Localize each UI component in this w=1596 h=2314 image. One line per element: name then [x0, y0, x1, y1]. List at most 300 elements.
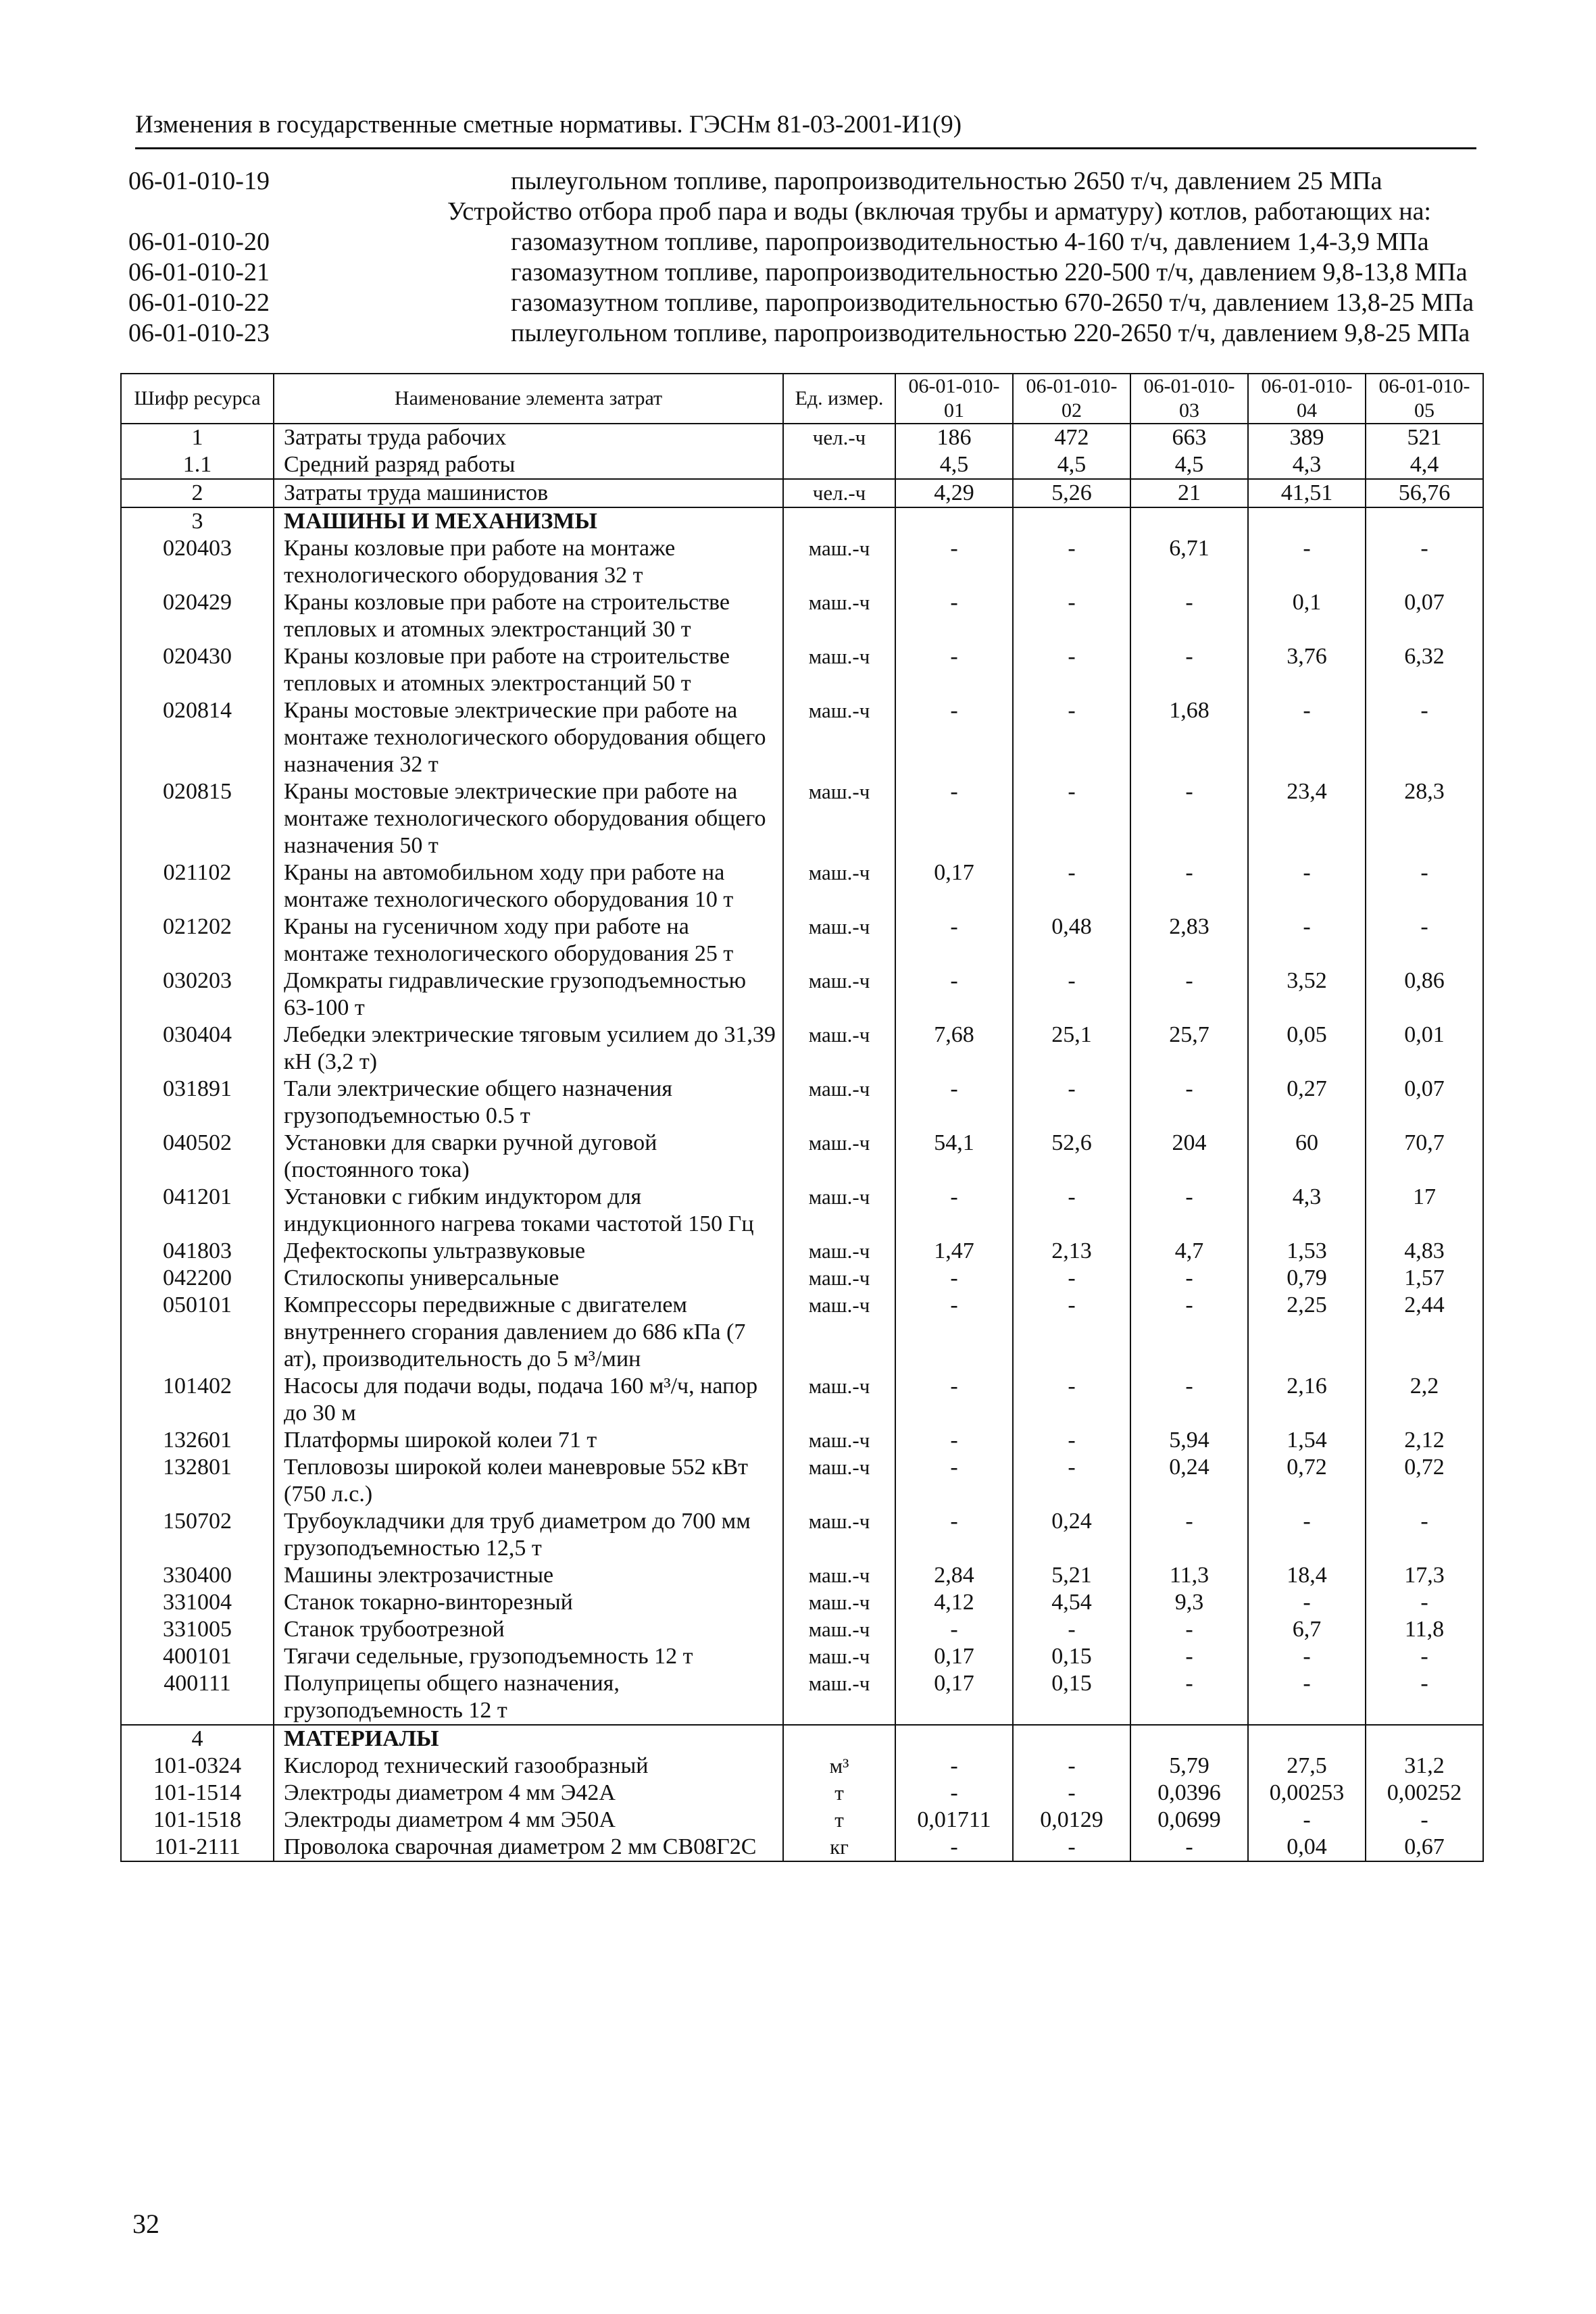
table-row	[121, 1780, 1483, 1807]
norm-value: -	[895, 1265, 1013, 1292]
norm-value: -	[1013, 535, 1130, 589]
norm-value: 31,2	[1366, 1753, 1483, 1780]
resource-cipher: 330400	[121, 1562, 274, 1589]
norm-value: 2,44	[1366, 1292, 1483, 1373]
resource-unit: чел.-ч	[783, 479, 895, 507]
resource-name: Краны мостовые электрические при работе на монтаже технологического оборудования общего назначения 50 т	[274, 778, 783, 859]
col-header-norm: 06-01-010-03	[1130, 374, 1248, 424]
norm-value	[1248, 1725, 1366, 1753]
resource-name: Установки с гибким индуктором для индукционного нагрева токами частотой 150 Гц	[274, 1184, 783, 1238]
resource-unit: т	[783, 1807, 895, 1834]
norm-value	[1130, 507, 1248, 535]
col-header-cipher: Шифр ресурса	[121, 374, 274, 424]
table-row	[121, 1643, 1483, 1670]
norm-value: 25,1	[1013, 1022, 1130, 1076]
table-row	[121, 1508, 1483, 1562]
norm-value: -	[1366, 1508, 1483, 1562]
resource-name: Станок токарно-винторезный	[274, 1589, 783, 1616]
table-row	[121, 1238, 1483, 1265]
norm-value: 5,21	[1013, 1562, 1130, 1589]
norm-value: -	[1130, 1373, 1248, 1427]
resource-cipher: 021202	[121, 913, 274, 967]
norm-value: 0,01711	[895, 1807, 1013, 1834]
header-title: Изменения в государственные сметные нормативы. ГЭСНм 81-03-2001-И1(9)	[135, 111, 962, 139]
norm-value: -	[1366, 859, 1483, 913]
resource-cipher: 030203	[121, 967, 274, 1022]
resource-unit: т	[783, 1780, 895, 1807]
resource-unit: маш.-ч	[783, 1265, 895, 1292]
norm-value: -	[1366, 1589, 1483, 1616]
norm-value: -	[1130, 1184, 1248, 1238]
resource-name: Домкраты гидравлические грузоподъемностью 63-100 т	[274, 967, 783, 1022]
table-row	[121, 1022, 1483, 1076]
norm-value: 6,71	[1130, 535, 1248, 589]
code-row	[128, 288, 1480, 318]
code-row	[128, 227, 1480, 257]
norm-value: -	[895, 913, 1013, 967]
resource-name: Стилоскопы универсальные	[274, 1265, 783, 1292]
norm-value: -	[1366, 697, 1483, 778]
resource-name: Краны на автомобильном ходу при работе на монтаже технологического оборудования 10 т	[274, 859, 783, 913]
norm-value: 0,0129	[1013, 1807, 1130, 1834]
code-row	[128, 166, 1480, 197]
resource-unit: маш.-ч	[783, 535, 895, 589]
norm-value: 0,05	[1248, 1022, 1366, 1076]
resource-unit: м³	[783, 1753, 895, 1780]
norm-value: 0,72	[1366, 1454, 1483, 1508]
resource-cipher: 150702	[121, 1508, 274, 1562]
resource-unit: маш.-ч	[783, 1373, 895, 1427]
code: 06-01-010-21	[128, 258, 270, 286]
code-list	[128, 166, 1480, 349]
resource-unit: маш.-ч	[783, 1454, 895, 1508]
norm-value: -	[895, 1184, 1013, 1238]
norm-value: 21	[1130, 479, 1248, 507]
resource-cipher: 042200	[121, 1265, 274, 1292]
norm-value: 4,5	[895, 451, 1013, 479]
col-header-name: Наименование элемента затрат	[274, 374, 783, 424]
norm-value: -	[895, 1373, 1013, 1427]
resource-cipher: 050101	[121, 1292, 274, 1373]
norm-value: -	[1013, 859, 1130, 913]
norm-value: -	[1366, 1643, 1483, 1670]
resource-name: Краны козловые при работе на строительстве тепловых и атомных электростанций 30 т	[274, 589, 783, 643]
resource-name: Тепловозы широкой колеи маневровые 552 кВт (750 л.с.)	[274, 1454, 783, 1508]
resource-cipher: 331004	[121, 1589, 274, 1616]
resource-cipher: 101-1514	[121, 1780, 274, 1807]
norm-value	[1013, 1725, 1130, 1753]
resource-name: Проволока сварочная диаметром 2 мм СВ08Г2С	[274, 1834, 783, 1861]
code: 06-01-010-19	[128, 167, 270, 195]
resource-unit: маш.-ч	[783, 1238, 895, 1265]
code-text: Устройство отбора проб пара и воды (включая трубы и арматуру) котлов, работающих на:	[447, 197, 1431, 226]
norm-value: 0,24	[1013, 1508, 1130, 1562]
norm-value: 0,07	[1366, 589, 1483, 643]
norm-value: 5,26	[1013, 479, 1130, 507]
norm-value: 389	[1248, 424, 1366, 451]
norm-value: -	[1248, 859, 1366, 913]
page-header	[135, 108, 1476, 149]
resource-unit: маш.-ч	[783, 697, 895, 778]
resource-unit: маш.-ч	[783, 1130, 895, 1184]
code: 06-01-010-20	[128, 228, 270, 256]
norm-value: -	[1248, 1643, 1366, 1670]
resource-name: Электроды диаметром 4 мм Э50А	[274, 1807, 783, 1834]
norm-value: 23,4	[1248, 778, 1366, 859]
norm-value: 54,1	[895, 1130, 1013, 1184]
resource-cipher: 031891	[121, 1076, 274, 1130]
norm-value: 2,2	[1366, 1373, 1483, 1427]
resource-unit: маш.-ч	[783, 589, 895, 643]
resource-unit: маш.-ч	[783, 1427, 895, 1454]
norm-value: -	[895, 1834, 1013, 1861]
table-row	[121, 1130, 1483, 1184]
resource-name: МАШИНЫ И МЕХАНИЗМЫ	[274, 507, 783, 535]
norm-value: -	[1013, 778, 1130, 859]
norm-value	[1366, 507, 1483, 535]
table-row	[121, 1292, 1483, 1373]
norm-value	[895, 507, 1013, 535]
norm-value: -	[1013, 1834, 1130, 1861]
norm-value: 56,76	[1366, 479, 1483, 507]
norm-value: 3,76	[1248, 643, 1366, 697]
norm-value: 17,3	[1366, 1562, 1483, 1589]
resource-name: Тали электрические общего назначения грузоподъемностью 0.5 т	[274, 1076, 783, 1130]
resource-unit: маш.-ч	[783, 1076, 895, 1130]
norm-value: 0,72	[1248, 1454, 1366, 1508]
norm-value: -	[895, 967, 1013, 1022]
resource-unit	[783, 1725, 895, 1753]
norm-value: -	[1248, 913, 1366, 967]
table-row	[121, 479, 1483, 507]
resource-unit: маш.-ч	[783, 1616, 895, 1643]
resource-cipher: 1.1	[121, 451, 274, 479]
norm-value: 4,5	[1013, 451, 1130, 479]
resource-name: Лебедки электрические тяговым усилием до 31,39 кН (3,2 т)	[274, 1022, 783, 1076]
code-text: газомазутном топливе, паропроизводительностью 4-160 т/ч, давлением 1,4-3,9 МПа	[511, 228, 1429, 256]
norm-value	[895, 1725, 1013, 1753]
norm-value: 6,7	[1248, 1616, 1366, 1643]
norm-value: 5,79	[1130, 1753, 1248, 1780]
table-row	[121, 1834, 1483, 1861]
norm-value: 4,83	[1366, 1238, 1483, 1265]
norm-value: -	[1366, 913, 1483, 967]
resource-cipher: 020403	[121, 535, 274, 589]
table-row	[121, 589, 1483, 643]
norm-value: 186	[895, 424, 1013, 451]
norm-value: 204	[1130, 1130, 1248, 1184]
table-row	[121, 1562, 1483, 1589]
norm-value: 25,7	[1130, 1022, 1248, 1076]
norm-value: 9,3	[1130, 1589, 1248, 1616]
resource-unit: маш.-ч	[783, 913, 895, 967]
norm-value: -	[1013, 1753, 1130, 1780]
norm-value: -	[1130, 1670, 1248, 1725]
resource-unit	[783, 507, 895, 535]
norm-value: 17	[1366, 1184, 1483, 1238]
table-row	[121, 1807, 1483, 1834]
norm-value: 521	[1366, 424, 1483, 451]
norm-value: -	[1366, 1670, 1483, 1725]
resource-unit: маш.-ч	[783, 1670, 895, 1725]
code-row	[128, 257, 1480, 288]
norm-value: 27,5	[1248, 1753, 1366, 1780]
norm-value: -	[895, 1454, 1013, 1508]
norm-value: -	[1013, 1265, 1130, 1292]
resource-unit: маш.-ч	[783, 1184, 895, 1238]
norm-value: 7,68	[895, 1022, 1013, 1076]
norm-value: -	[1248, 697, 1366, 778]
resource-name: Трубоукладчики для труб диаметром до 700 мм грузоподъемностью 12,5 т	[274, 1508, 783, 1562]
norm-value: -	[1366, 1807, 1483, 1834]
table-row	[121, 451, 1483, 479]
norm-value: -	[1130, 1076, 1248, 1130]
norm-value: 4,7	[1130, 1238, 1248, 1265]
resource-unit: маш.-ч	[783, 1562, 895, 1589]
table-row	[121, 1265, 1483, 1292]
resource-name: Электроды диаметром 4 мм Э42А	[274, 1780, 783, 1807]
resource-unit: маш.-ч	[783, 778, 895, 859]
table-row	[121, 1373, 1483, 1427]
resource-name: МАТЕРИАЛЫ	[274, 1725, 783, 1753]
norm-value: -	[1130, 1508, 1248, 1562]
norm-value	[1366, 1725, 1483, 1753]
norm-value: 18,4	[1248, 1562, 1366, 1589]
resource-name: Затраты труда машинистов	[274, 479, 783, 507]
norm-value: -	[1013, 1292, 1130, 1373]
norm-value: 0,0699	[1130, 1807, 1248, 1834]
resource-name: Тягачи седельные, грузоподъемность 12 т	[274, 1643, 783, 1670]
norm-value: -	[1013, 1076, 1130, 1130]
resource-cipher: 020430	[121, 643, 274, 697]
norm-value: -	[895, 1292, 1013, 1373]
norm-value: -	[1130, 643, 1248, 697]
norm-value: 2,12	[1366, 1427, 1483, 1454]
norm-value: -	[1130, 1292, 1248, 1373]
code-text: пылеугольном топливе, паропроизводительностью 220-2650 т/ч, давлением 9,8-25 МПа	[511, 319, 1470, 347]
norm-value: -	[1130, 967, 1248, 1022]
resource-cipher: 030404	[121, 1022, 274, 1076]
norm-value: 5,94	[1130, 1427, 1248, 1454]
resource-table	[120, 373, 1484, 1862]
col-header-norm: 06-01-010-01	[895, 374, 1013, 424]
norm-value: 0,17	[895, 1643, 1013, 1670]
norm-value: -	[1013, 697, 1130, 778]
resource-cipher: 132601	[121, 1427, 274, 1454]
table-row	[121, 1184, 1483, 1238]
resource-name: Кислород технический газообразный	[274, 1753, 783, 1780]
resource-name: Затраты труда рабочих	[274, 424, 783, 451]
norm-value: 4,3	[1248, 451, 1366, 479]
norm-value: 2,25	[1248, 1292, 1366, 1373]
resource-cipher: 101402	[121, 1373, 274, 1427]
norm-value: -	[1130, 589, 1248, 643]
norm-value: -	[895, 1780, 1013, 1807]
code-text: газомазутном топливе, паропроизводительностью 220-500 т/ч, давлением 9,8-13,8 МПа	[511, 258, 1468, 286]
table-row	[121, 778, 1483, 859]
resource-name: Краны козловые при работе на строительстве тепловых и атомных электростанций 50 т	[274, 643, 783, 697]
resource-unit: маш.-ч	[783, 1022, 895, 1076]
resource-unit: маш.-ч	[783, 643, 895, 697]
table-row	[121, 1076, 1483, 1130]
resource-cipher: 020814	[121, 697, 274, 778]
norm-value: 663	[1130, 424, 1248, 451]
norm-value: 3,52	[1248, 967, 1366, 1022]
norm-value: 2,84	[895, 1562, 1013, 1589]
resource-cipher: 2	[121, 479, 274, 507]
norm-value: -	[1013, 967, 1130, 1022]
table-row	[121, 1616, 1483, 1643]
norm-value: 0,00253	[1248, 1780, 1366, 1807]
resource-name: Компрессоры передвижные с двигателем внутреннего сгорания давлением до 686 кПа (7 ат), производительность до 5 м³/мин	[274, 1292, 783, 1373]
resource-name: Станок трубоотрезной	[274, 1616, 783, 1643]
norm-value: 0,15	[1013, 1643, 1130, 1670]
norm-value: 4,3	[1248, 1184, 1366, 1238]
norm-value: -	[1013, 1373, 1130, 1427]
table-row	[121, 535, 1483, 589]
col-header-unit: Ед. измер.	[783, 374, 895, 424]
norm-value: -	[895, 1427, 1013, 1454]
norm-value: 0,17	[895, 859, 1013, 913]
norm-value: -	[1130, 859, 1248, 913]
resource-cipher: 101-1518	[121, 1807, 274, 1834]
norm-value: 0,15	[1013, 1670, 1130, 1725]
norm-value: 41,51	[1248, 479, 1366, 507]
code-row	[128, 318, 1480, 349]
norm-value: 11,3	[1130, 1562, 1248, 1589]
norm-value: 0,48	[1013, 913, 1130, 967]
norm-value: 0,79	[1248, 1265, 1366, 1292]
resource-unit	[783, 451, 895, 479]
section-row	[121, 507, 1483, 535]
norm-value: 11,8	[1366, 1616, 1483, 1643]
norm-value: 0,17	[895, 1670, 1013, 1725]
resource-name: Краны козловые при работе на монтаже технологического оборудования 32 т	[274, 535, 783, 589]
norm-value: -	[1248, 1508, 1366, 1562]
norm-value: -	[895, 535, 1013, 589]
norm-value: 4,12	[895, 1589, 1013, 1616]
norm-value: -	[1013, 643, 1130, 697]
norm-value: 0,07	[1366, 1076, 1483, 1130]
resource-name: Краны мостовые электрические при работе на монтаже технологического оборудования общего назначения 32 т	[274, 697, 783, 778]
resource-name: Дефектоскопы ультразвуковые	[274, 1238, 783, 1265]
code-group-heading	[128, 197, 1480, 227]
resource-cipher: 101-2111	[121, 1834, 274, 1861]
norm-value: -	[895, 643, 1013, 697]
norm-value: 2,83	[1130, 913, 1248, 967]
norm-value: -	[1013, 1616, 1130, 1643]
table-row	[121, 1589, 1483, 1616]
norm-value: 472	[1013, 424, 1130, 451]
norm-value: -	[1013, 1427, 1130, 1454]
table-row	[121, 424, 1483, 451]
resource-cipher: 041803	[121, 1238, 274, 1265]
norm-value: 52,6	[1013, 1130, 1130, 1184]
table-row	[121, 697, 1483, 778]
norm-value: 0,1	[1248, 589, 1366, 643]
norm-value: 0,00252	[1366, 1780, 1483, 1807]
norm-value: -	[1013, 1780, 1130, 1807]
table-row	[121, 1427, 1483, 1454]
norm-value: -	[895, 1508, 1013, 1562]
norm-value: 4,4	[1366, 451, 1483, 479]
table-row	[121, 967, 1483, 1022]
resource-cipher: 400111	[121, 1670, 274, 1725]
norm-value: -	[1248, 1807, 1366, 1834]
norm-value: 70,7	[1366, 1130, 1483, 1184]
col-header-norm: 06-01-010-04	[1248, 374, 1366, 424]
resource-unit: маш.-ч	[783, 1589, 895, 1616]
resource-cipher: 132801	[121, 1454, 274, 1508]
code: 06-01-010-23	[128, 319, 270, 347]
code-text: пылеугольном топливе, паропроизводительностью 2650 т/ч, давлением 25 МПа	[511, 167, 1382, 195]
norm-value: 0,04	[1248, 1834, 1366, 1861]
norm-value: -	[1130, 1265, 1248, 1292]
resource-name: Платформы широкой колеи 71 т	[274, 1427, 783, 1454]
resource-name: Машины электрозачистные	[274, 1562, 783, 1589]
norm-value: 0,27	[1248, 1076, 1366, 1130]
col-header-norm: 06-01-010-05	[1366, 374, 1483, 424]
norm-value: 1,47	[895, 1238, 1013, 1265]
norm-value: 1,57	[1366, 1265, 1483, 1292]
norm-value: 1,53	[1248, 1238, 1366, 1265]
resource-unit: маш.-ч	[783, 859, 895, 913]
table-body	[121, 424, 1483, 1861]
norm-value: -	[895, 697, 1013, 778]
norm-value: 2,16	[1248, 1373, 1366, 1427]
norm-value: 0,01	[1366, 1022, 1483, 1076]
norm-value: -	[1366, 535, 1483, 589]
code	[128, 197, 385, 227]
norm-value: 0,67	[1366, 1834, 1483, 1861]
resource-name: Насосы для подачи воды, подача 160 м³/ч, напор до 30 м	[274, 1373, 783, 1427]
resource-cipher: 041201	[121, 1184, 274, 1238]
resource-cipher: 3	[121, 507, 274, 535]
resource-cipher: 101-0324	[121, 1753, 274, 1780]
norm-value: -	[1248, 535, 1366, 589]
norm-value: 0,24	[1130, 1454, 1248, 1508]
norm-value: -	[1130, 1834, 1248, 1861]
col-header-norm: 06-01-010-02	[1013, 374, 1130, 424]
table-row	[121, 1753, 1483, 1780]
norm-value: -	[895, 1076, 1013, 1130]
resource-cipher: 4	[121, 1725, 274, 1753]
section-row	[121, 1725, 1483, 1753]
table-row	[121, 859, 1483, 913]
norm-value	[1248, 507, 1366, 535]
resource-cipher: 040502	[121, 1130, 274, 1184]
norm-value: -	[1013, 1454, 1130, 1508]
table-header-row	[121, 374, 1483, 424]
norm-value: -	[895, 589, 1013, 643]
norm-value: -	[1130, 1616, 1248, 1643]
norm-value	[1013, 507, 1130, 535]
resource-unit: маш.-ч	[783, 1508, 895, 1562]
table-row	[121, 1670, 1483, 1725]
norm-value: 1,54	[1248, 1427, 1366, 1454]
resource-unit: маш.-ч	[783, 1292, 895, 1373]
code: 06-01-010-22	[128, 288, 270, 317]
resource-name: Полуприцепы общего назначения, грузоподъемность 12 т	[274, 1670, 783, 1725]
resource-name: Установки для сварки ручной дуговой (постоянного тока)	[274, 1130, 783, 1184]
table-row	[121, 1454, 1483, 1508]
table-row	[121, 913, 1483, 967]
norm-value: 0,86	[1366, 967, 1483, 1022]
resource-cipher: 021102	[121, 859, 274, 913]
norm-value: 2,13	[1013, 1238, 1130, 1265]
resource-cipher: 020815	[121, 778, 274, 859]
norm-value: -	[1248, 1589, 1366, 1616]
